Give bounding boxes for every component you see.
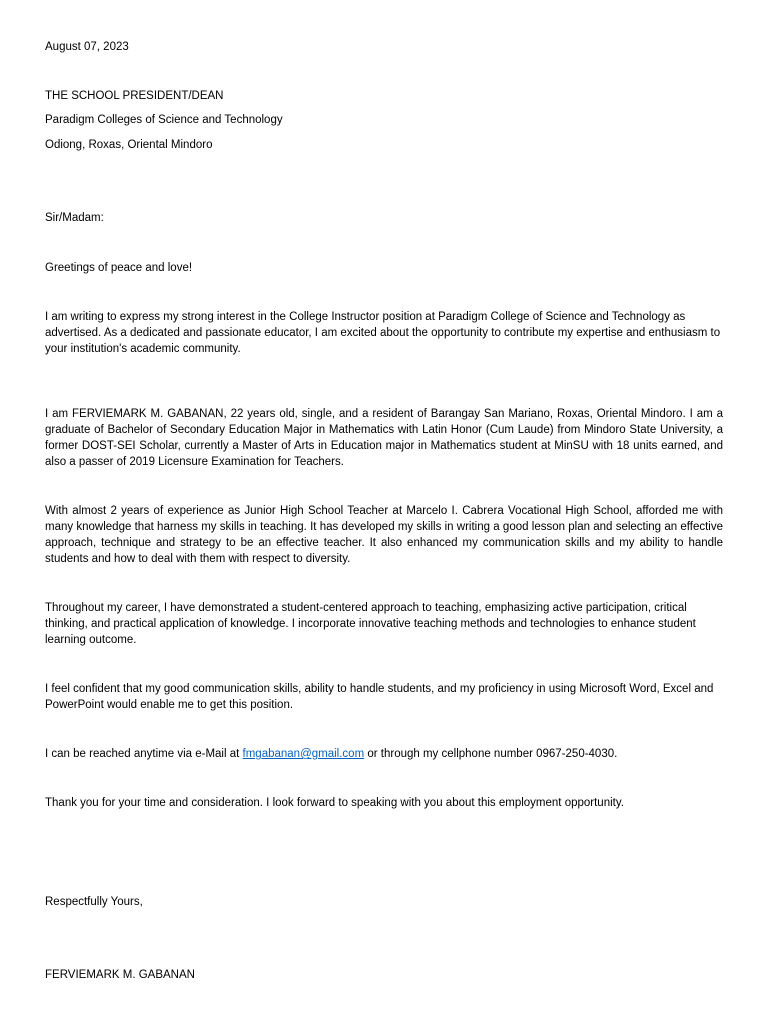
- recipient-address: Odiong, Roxas, Oriental Mindoro: [45, 139, 213, 151]
- paragraph-background: I am FERVIEMARK M. GABANAN, 22 years old, single, and a resident of Barangay San Mariano, Roxas, Oriental Mindoro. I am a graduate of Bachelor of Secondary Education Major in Mathematics with Latin Honor (Cum Laude) from Mindoro State University, a former DOST-SEI Scholar, currently a Master of Arts in Education major in Mathematics student at MinSU with 18 units earned, and also a passer of 2019 Licensure Examination for Teachers.: [45, 408, 723, 468]
- recipient-title: THE SCHOOL PRESIDENT/DEAN: [45, 90, 224, 102]
- letter-date: August 07, 2023: [45, 41, 129, 53]
- paragraph-confidence: I feel confident that my good communication skills, ability to handle students, and my proficiency in using Microsoft Word, Excel and PowerPoint would enable me to get this position.: [45, 683, 714, 711]
- contact-suffix: or through my cellphone number 0967-250-4030.: [364, 748, 618, 760]
- contact-prefix: I can be reached anytime via e-Mail at: [45, 748, 243, 760]
- email-link[interactable]: fmgabanan@gmail.com: [242, 748, 365, 760]
- recipient-institution: Paradigm Colleges of Science and Technology: [45, 114, 283, 126]
- contact-line: [45, 746, 617, 762]
- greeting: Greetings of peace and love!: [45, 262, 193, 274]
- closing: Respectfully Yours,: [45, 896, 143, 908]
- salutation: Sir/Madam:: [45, 212, 104, 224]
- paragraph-approach: Throughout my career, I have demonstrated a student-centered approach to teaching, emphasizing active participation, critical thinking, and practical application of knowledge. I incorporate innovative teaching methods and technologies to enhance student learning outcome.: [45, 602, 696, 646]
- paragraph-experience: With almost 2 years of experience as Junior High School Teacher at Marcelo I. Cabrera Vocational High School, afforded me with many knowledge that harness my skills in teaching. It has developed my skills in writing a good lesson plan and selecting an effective approach, technique and strategy to be an effective teacher. It also enhanced my communication skills and my ability to handle students and how to deal with them with respect to diversity.: [45, 505, 723, 565]
- thanks-line: Thank you for your time and consideration. I look forward to speaking with you about this employment opportunity.: [45, 797, 624, 809]
- signature-name: FERVIEMARK M. GABANAN: [45, 969, 195, 981]
- paragraph-intro: I am writing to express my strong interest in the College Instructor position at Paradigm College of Science and Technology as advertised. As a dedicated and passionate educator, I am excited about the opportunity to contribute my expertise and enthusiasm to your institution's academic community.: [45, 311, 721, 355]
